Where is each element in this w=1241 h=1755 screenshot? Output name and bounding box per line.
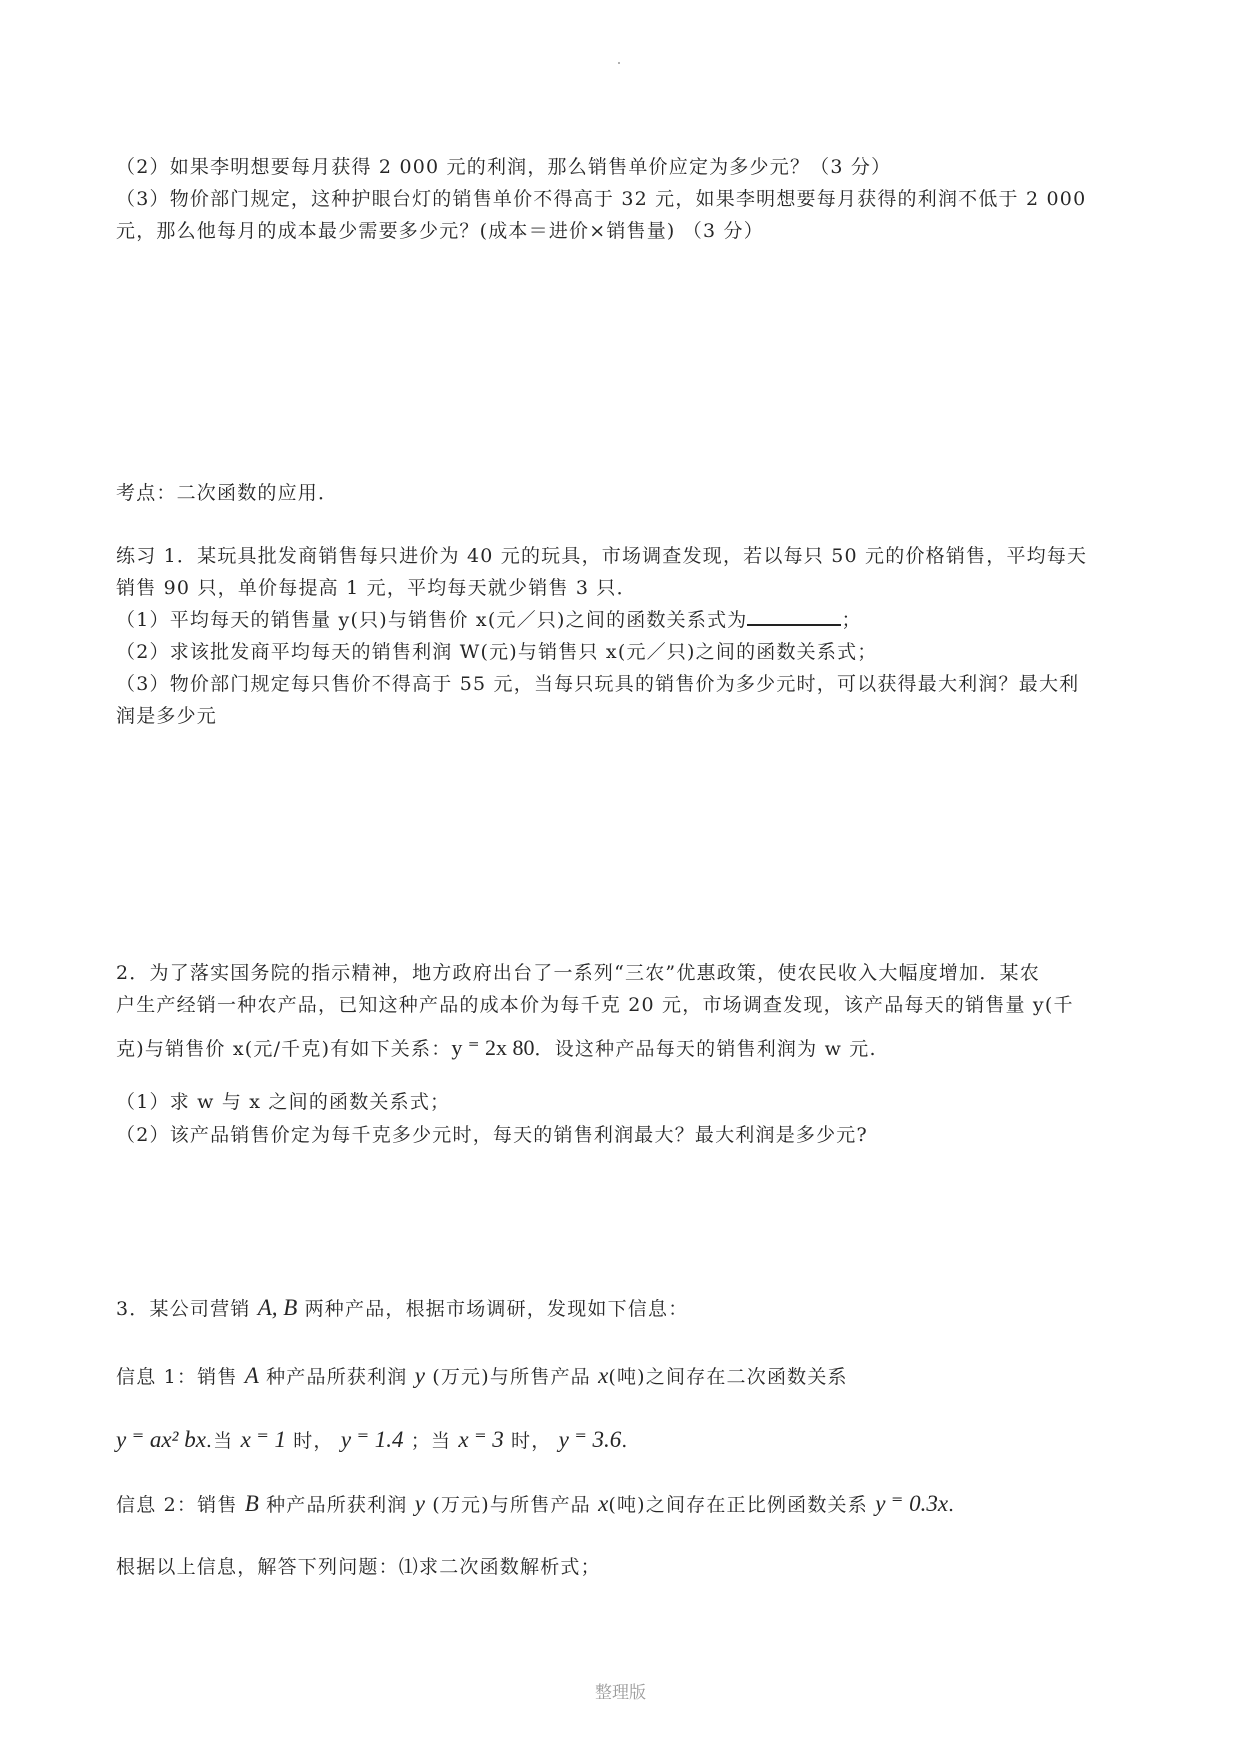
text-line xyxy=(116,1490,955,1517)
text-segment: (吨)之间存在正比例函数关系 xyxy=(608,1494,868,1516)
text-segment: .当 xyxy=(205,1430,234,1452)
text-segment: (吨)之间存在二次函数关系 xyxy=(608,1366,848,1388)
text-line: （3）物价部门规定，这种护眼台灯的销售单价不得高于 32 元，如果李明想要每月获得的利润不低于 2 000 xyxy=(116,188,1087,210)
answer-blank[interactable] xyxy=(747,606,841,626)
text-segment: 3．某公司营销 xyxy=(116,1298,251,1320)
text-line xyxy=(116,1294,688,1321)
text-line: 考点：二次函数的应用． xyxy=(116,482,339,504)
text-line: 润是多少元 xyxy=(116,705,218,727)
text-segment: ；当 xyxy=(410,1430,452,1452)
math-expression: A, B xyxy=(257,1295,298,1320)
text-segment: （1）平均每天的销售量 y(只)与销售价 x(元／只)之间的函数关系式为 xyxy=(116,609,748,631)
text-line: （2）该产品销售价定为每千克多少元时，每天的销售利润最大？最大利润是多少元? xyxy=(116,1124,868,1146)
text-line xyxy=(116,605,862,632)
text-line: 户生产经销一种农产品，已知这种产品的成本价为每千克 20 元，市场调查发现，该产品每天的销售量 y(千 xyxy=(116,994,1074,1016)
top-dot xyxy=(618,62,620,64)
text-segment: ； xyxy=(841,609,862,631)
text-line: 练习 1．某玩具批发商销售每只进价为 40 元的玩具，市场调查发现，若以每只 50 元的价格销售，平均每天 xyxy=(116,545,1088,567)
math-expression: y ⁼ ax² bx xyxy=(116,1427,206,1452)
text-line xyxy=(116,1034,877,1061)
text-segment: 两种产品，根据市场调研，发现如下信息： xyxy=(304,1298,689,1320)
math-expression: y ⁼ 2x 80 xyxy=(451,1035,535,1060)
text-line xyxy=(116,1362,848,1389)
text-line: （2）求该批发商平均每天的销售利润 W(元)与销售只 x(元／只)之间的函数关系式； xyxy=(116,641,878,663)
page-footer: 整理版 xyxy=(595,1683,646,1703)
math-expression: y xyxy=(414,1363,425,1388)
text-line: （3）物价部门规定每只售价不得高于 55 元，当每只玩具的销售价为多少元时，可以获得最大利润？最大利 xyxy=(116,673,1080,695)
text-segment: 信息 1：销售 xyxy=(116,1366,238,1388)
math-expression: y ⁼ 3.6 xyxy=(558,1427,622,1452)
math-expression: A xyxy=(244,1363,259,1388)
text-segment: 种产品所获利润 xyxy=(266,1366,408,1388)
text-segment: 时， xyxy=(293,1430,334,1452)
math-expression: x ⁼ 3 xyxy=(458,1427,504,1452)
math-expression: B xyxy=(244,1491,259,1516)
text-line: 根据以上信息，解答下列问题：⑴求二次函数解析式； xyxy=(116,1556,601,1578)
text-segment: . xyxy=(948,1494,956,1516)
text-segment: . xyxy=(621,1430,629,1452)
text-segment: 种产品所获利润 xyxy=(266,1494,408,1516)
text-segment: 克)与销售价 x(元/千克)有如下关系： xyxy=(116,1038,452,1060)
text-line: 元，那么他每月的成本最少需要多少元？(成本＝进价×销售量) （3 分） xyxy=(116,220,764,242)
text-segment: 时， xyxy=(511,1430,552,1452)
text-segment: ．设这种产品每天的销售利润为 w 元. xyxy=(534,1038,877,1060)
math-expression: x xyxy=(598,1363,609,1388)
text-line: 2．为了落实国务院的指示精神，地方政府出台了一系列“三农”优惠政策，使农民收入大幅度增加．某农 xyxy=(116,962,1040,984)
text-line xyxy=(116,1426,629,1453)
math-expression: y ⁼ 0.3x xyxy=(875,1491,949,1516)
text-segment: (万元)与所售产品 xyxy=(432,1494,591,1516)
text-line: 销售 90 只，单价每提高 1 元，平均每天就少销售 3 只． xyxy=(116,577,637,599)
text-line: （2）如果李明想要每月获得 2 000 元的利润，那么销售单价应定为多少元？（3 分） xyxy=(116,156,892,178)
text-segment: (万元)与所售产品 xyxy=(432,1366,591,1388)
math-expression: x xyxy=(598,1491,609,1516)
text-line: （1）求 w 与 x 之间的函数关系式； xyxy=(116,1091,451,1113)
math-expression: y ⁼ 1.4 xyxy=(340,1427,404,1452)
text-segment: 信息 2：销售 xyxy=(116,1494,238,1516)
math-expression: y xyxy=(414,1491,425,1516)
math-expression: x ⁼ 1 xyxy=(240,1427,286,1452)
